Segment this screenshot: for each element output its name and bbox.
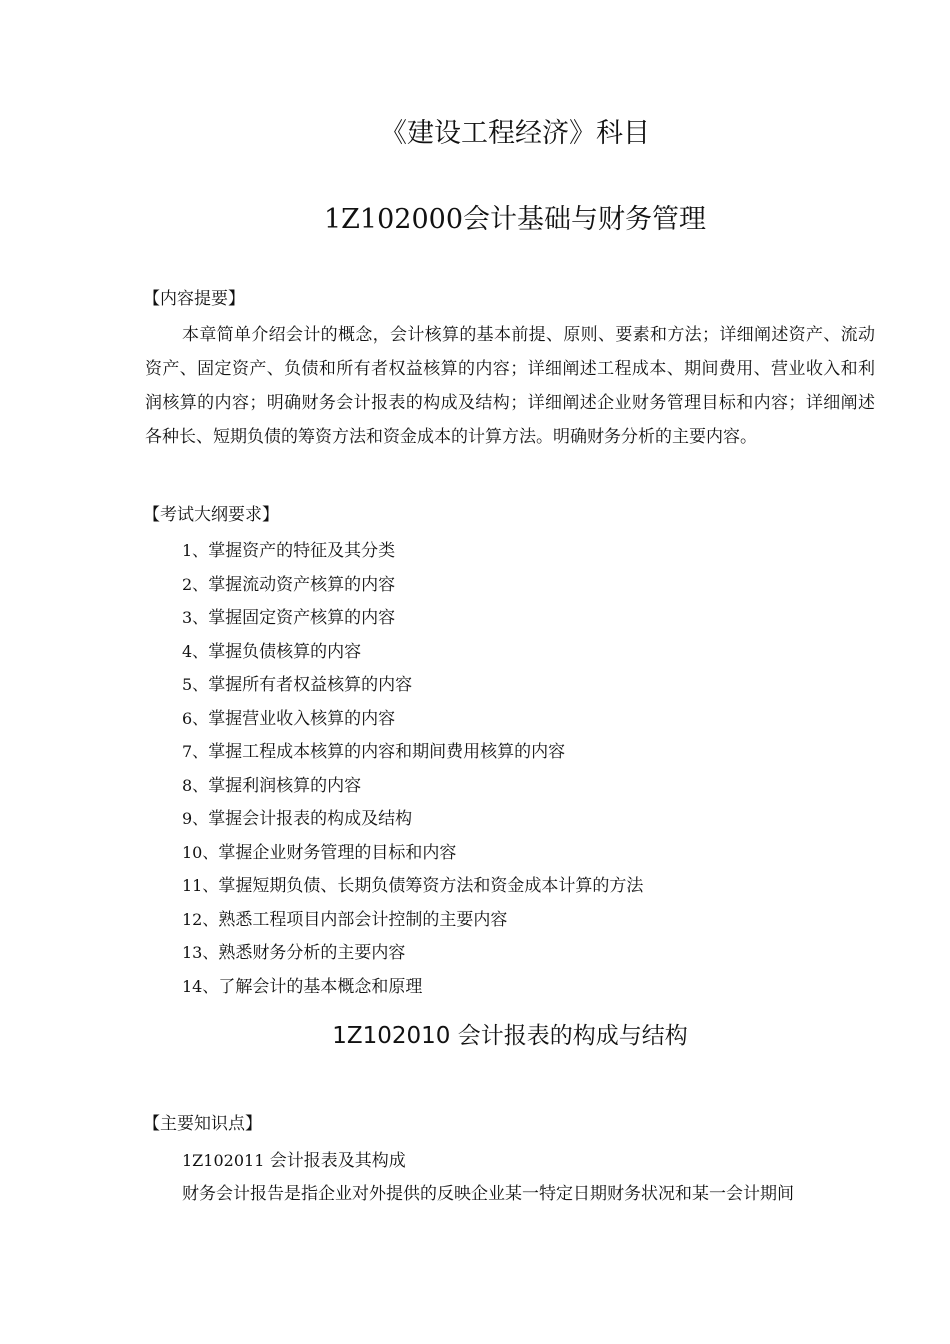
subsection-code: 1Z102011 [182,1151,265,1170]
syllabus-item [182,973,643,1007]
syllabus-item-number: 14、 [182,976,219,996]
syllabus-item-text: 掌握流动资产核算的内容 [208,574,396,595]
chapter-code: 1Z102000 [323,204,463,235]
body-paragraph: 财务会计报告是指企业对外提供的反映企业某一特定日期财务状况和某一会计期间 [182,1184,794,1204]
syllabus-item-text: 掌握所有者权益核算的内容 [208,675,413,695]
chapter-name: 会计基础与财务管理 [463,204,706,235]
syllabus-item-number: 11、 [182,876,219,895]
syllabus-item-number: 9、 [182,809,209,828]
chapter-title [40,203,950,237]
key-points-heading: 【主要知识点】 [143,1114,262,1134]
syllabus-item [182,604,643,638]
syllabus-item [182,537,643,571]
syllabus-item-number: 13、 [182,943,219,962]
syllabus-item [182,772,643,806]
summary-paragraph: 本章简单介绍会计的概念，会计核算的基本前提、原则、要素和方法；详细阐述资产、流动资产、固定资产、负债和所有者权益核算的内容；详细阐述工程成本、期间费用、营业收入和利润核算的内容；明确财务会计报表的构成及结构；详细阐述企业财务管理目标和内容；详细阐述各种长、短期负债的筹资方法和资金成本的计算方法。明确财务分析的主要内容。 [145,325,875,447]
syllabus-item-text: 掌握会计报表的构成及结构 [208,809,413,829]
summary-heading: 【内容提要】 [143,289,245,309]
syllabus-item-text: 掌握营业收入核算的内容 [208,708,396,729]
syllabus-item [182,805,643,839]
document-title: 《建设工程经济》科目 [380,118,650,149]
syllabus-item [182,571,643,605]
syllabus-item-number: 10、 [182,842,219,862]
syllabus-item-text: 掌握固定资产核算的内容 [208,608,396,628]
syllabus-item [182,638,643,672]
syllabus-list [182,537,643,1006]
syllabus-item-text: 掌握利润核算的内容 [208,775,362,796]
subsection-name: 会计报表及其构成 [269,1151,406,1171]
syllabus-item-text: 掌握工程成本核算的内容和期间费用核算的内容 [208,742,566,762]
syllabus-item-number: 12、 [182,909,219,929]
syllabus-item-number: 3、 [182,608,209,627]
syllabus-heading: 【考试大纲要求】 [143,505,279,525]
syllabus-item-number: 8、 [182,775,209,795]
syllabus-item-text: 熟悉工程项目内部会计控制的主要内容 [218,909,508,930]
syllabus-item [182,872,643,906]
syllabus-item-text: 熟悉财务分析的主要内容 [218,943,406,963]
syllabus-item-number: 4、 [182,641,209,661]
syllabus-item-text: 掌握短期负债、长期负债筹资方法和资金成本计算的方法 [218,876,644,896]
syllabus-item-number: 1、 [182,541,209,560]
syllabus-item [182,705,643,739]
syllabus-item [182,738,643,772]
syllabus-item-number: 2、 [182,574,209,594]
subsection-title [182,1147,406,1175]
syllabus-item-number: 5、 [182,675,209,694]
syllabus-item-text: 掌握负债核算的内容 [208,641,362,662]
syllabus-item-number: 7、 [182,742,209,761]
syllabus-item [182,839,643,873]
syllabus-item-text: 了解会计的基本概念和原理 [218,976,423,997]
section-title: 1Z102010 会计报表的构成与结构 [332,1023,688,1049]
syllabus-item-text: 掌握资产的特征及其分类 [208,541,396,561]
syllabus-item [182,671,643,705]
syllabus-item [182,906,643,940]
syllabus-item-text: 掌握企业财务管理的目标和内容 [218,842,457,863]
syllabus-item-number: 6、 [182,708,209,728]
syllabus-item [182,939,643,973]
